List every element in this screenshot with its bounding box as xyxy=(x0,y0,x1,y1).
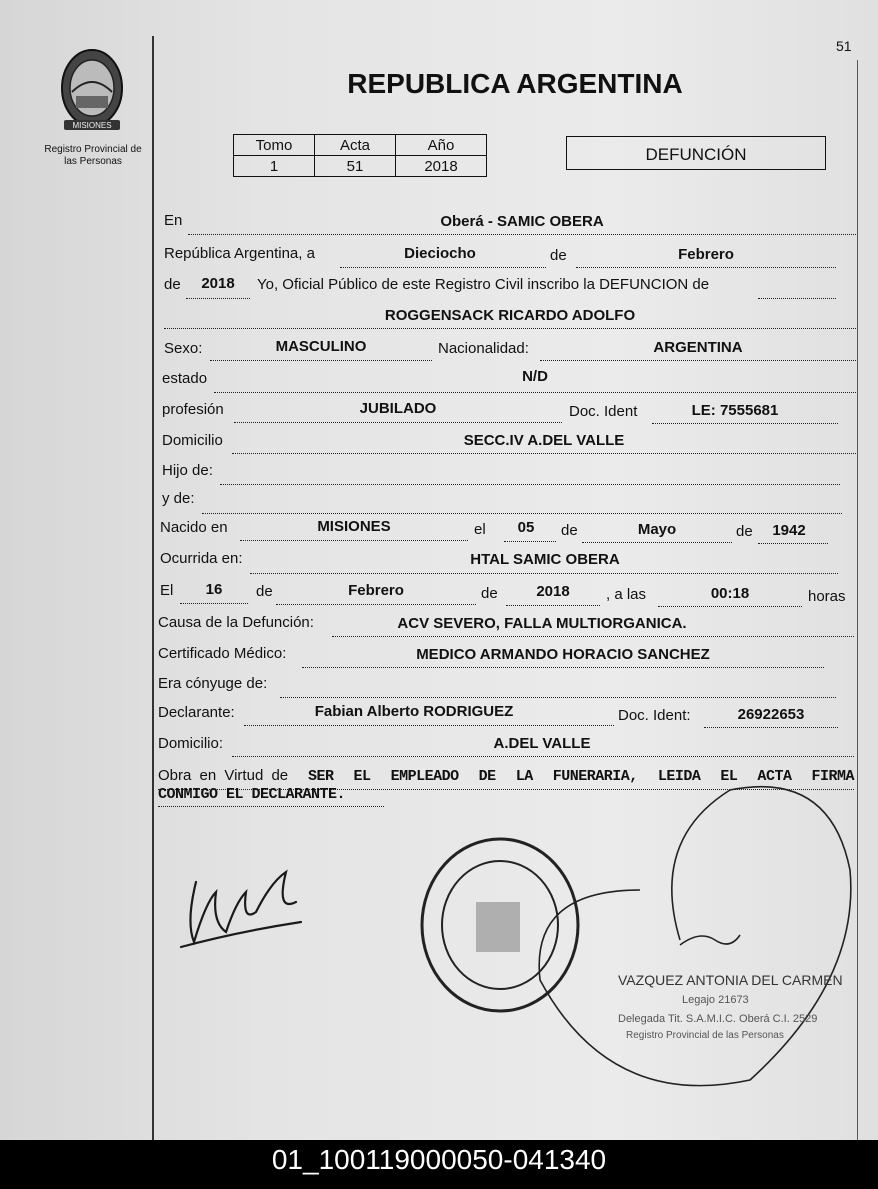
official-org: Registro Provincial de las Personas xyxy=(626,1030,784,1041)
day-word: Dieciocho xyxy=(404,245,476,262)
death-month: Febrero xyxy=(348,582,404,599)
en-label: En xyxy=(164,212,183,229)
doc-ident2-value: 26922653 xyxy=(737,706,805,723)
official-signature-icon xyxy=(530,780,860,1100)
obra-value-line1: SER EL EMPLEADO DE LA FUNERARIA, LEIDA EL ACTA FIRMA xyxy=(308,768,854,785)
de4-label: de xyxy=(736,523,753,540)
ocurrida-label: Ocurrida en: xyxy=(160,550,243,567)
ano-header: Año xyxy=(396,135,487,156)
domicilio2-value: A.DEL VALLE xyxy=(493,735,591,752)
de-label: de xyxy=(550,247,567,264)
conyuge-label: Era cónyuge de: xyxy=(158,675,268,692)
el2-label: El xyxy=(160,582,174,599)
oficial-text: Yo, Oficial Público de este Registro Civil inscribo la DEFUNCION de xyxy=(257,276,710,293)
birth-year: 1942 xyxy=(772,522,806,539)
oficial-line xyxy=(758,278,836,299)
document-type-box: DEFUNCIÓN xyxy=(566,136,826,170)
registry-name: Registro Provincial de las Personas xyxy=(44,144,142,167)
domicilio2-label: Domicilio: xyxy=(158,735,224,752)
page-title: REPUBLICA ARGENTINA xyxy=(347,68,683,99)
obra-label: Obra en Virtud de xyxy=(158,767,289,784)
tomo-header: Tomo xyxy=(234,135,315,156)
certificado-label: Certificado Médico: xyxy=(158,645,287,662)
de3-label: de xyxy=(561,522,578,539)
official-name: VAZQUEZ ANTONIA DEL CARMEN xyxy=(618,972,843,988)
official-cargo: Delegada Tit. S.A.M.I.C. Oberá C.I. 2529 xyxy=(618,1013,818,1025)
domicilio-value: SECC.IV A.DEL VALLE xyxy=(463,432,625,449)
conyuge-line xyxy=(280,677,836,698)
declarante-value: Fabian Alberto RODRIGUEZ xyxy=(314,703,514,720)
obra-line2 xyxy=(158,786,384,807)
nacido-value: MISIONES xyxy=(317,518,391,535)
estado-label: estado xyxy=(162,370,208,387)
domicilio-label: Domicilio xyxy=(162,432,223,449)
sexo-value: MASCULINO xyxy=(275,338,367,355)
de6-label: de xyxy=(481,585,498,602)
horas-label: horas xyxy=(808,588,846,605)
left-margin-line xyxy=(152,36,154,1140)
alas-label: , a las xyxy=(606,586,647,603)
year-value: 2018 xyxy=(201,275,235,292)
yde-line xyxy=(202,493,842,514)
acta-value: 51 xyxy=(315,156,396,177)
hijo-label: Hijo de: xyxy=(162,462,213,479)
yde-label: y de: xyxy=(162,490,195,507)
birth-month: Mayo xyxy=(637,521,677,538)
en-value: Oberá - SAMIC OBERA xyxy=(440,213,604,230)
tomo-value: 1 xyxy=(234,156,315,177)
certificado-value: MEDICO ARMANDO HORACIO SANCHEZ xyxy=(416,646,710,663)
death-time: 00:18 xyxy=(710,585,750,602)
estado-value: N/D xyxy=(522,368,548,385)
profesion-label: profesión xyxy=(162,401,224,418)
doc-ident2-label: Doc. Ident: xyxy=(618,707,691,724)
emblem-text: MISIONES xyxy=(72,121,112,130)
sexo-label: Sexo: xyxy=(164,340,203,357)
de5-label: de xyxy=(256,583,273,600)
deceased-name: ROGGENSACK RICARDO ADOLFO xyxy=(384,307,636,324)
el-label: el xyxy=(474,521,486,538)
birth-day: 05 xyxy=(517,519,535,536)
acta-header: Acta xyxy=(315,135,396,156)
de2-label: de xyxy=(164,276,181,293)
causa-value: ACV SEVERO, FALLA MULTIORGANICA. xyxy=(397,615,687,632)
death-year: 2018 xyxy=(536,583,570,600)
republica-label: República Argentina, a xyxy=(164,245,315,262)
acta-table xyxy=(233,134,487,177)
death-day: 16 xyxy=(205,581,223,598)
profesion-value: JUBILADO xyxy=(359,400,437,417)
page-number: 51 xyxy=(836,38,852,54)
nacionalidad-label: Nacionalidad: xyxy=(438,340,529,357)
doc-ident-label: Doc. Ident xyxy=(569,403,638,420)
declarant-signature-icon xyxy=(176,862,316,962)
nacido-label: Nacido en xyxy=(160,519,228,536)
month-value: Febrero xyxy=(678,246,734,263)
nacionalidad-value: ARGENTINA xyxy=(653,339,743,356)
doc-ident-value: LE: 7555681 xyxy=(691,402,779,419)
ocurrida-value: HTAL SAMIC OBERA xyxy=(470,551,620,568)
official-legajo: Legajo 21673 xyxy=(682,994,749,1006)
declarante-label: Declarante: xyxy=(158,704,235,721)
hijo-line xyxy=(220,464,840,485)
causa-label: Causa de la Defunción: xyxy=(158,614,314,631)
footer-code: 01_100119000050-041340 xyxy=(0,1140,878,1189)
obra-value-line2: CONMIGO EL DECLARANTE. xyxy=(158,786,346,803)
ano-value: 2018 xyxy=(396,156,487,177)
province-emblem-icon xyxy=(54,42,130,132)
